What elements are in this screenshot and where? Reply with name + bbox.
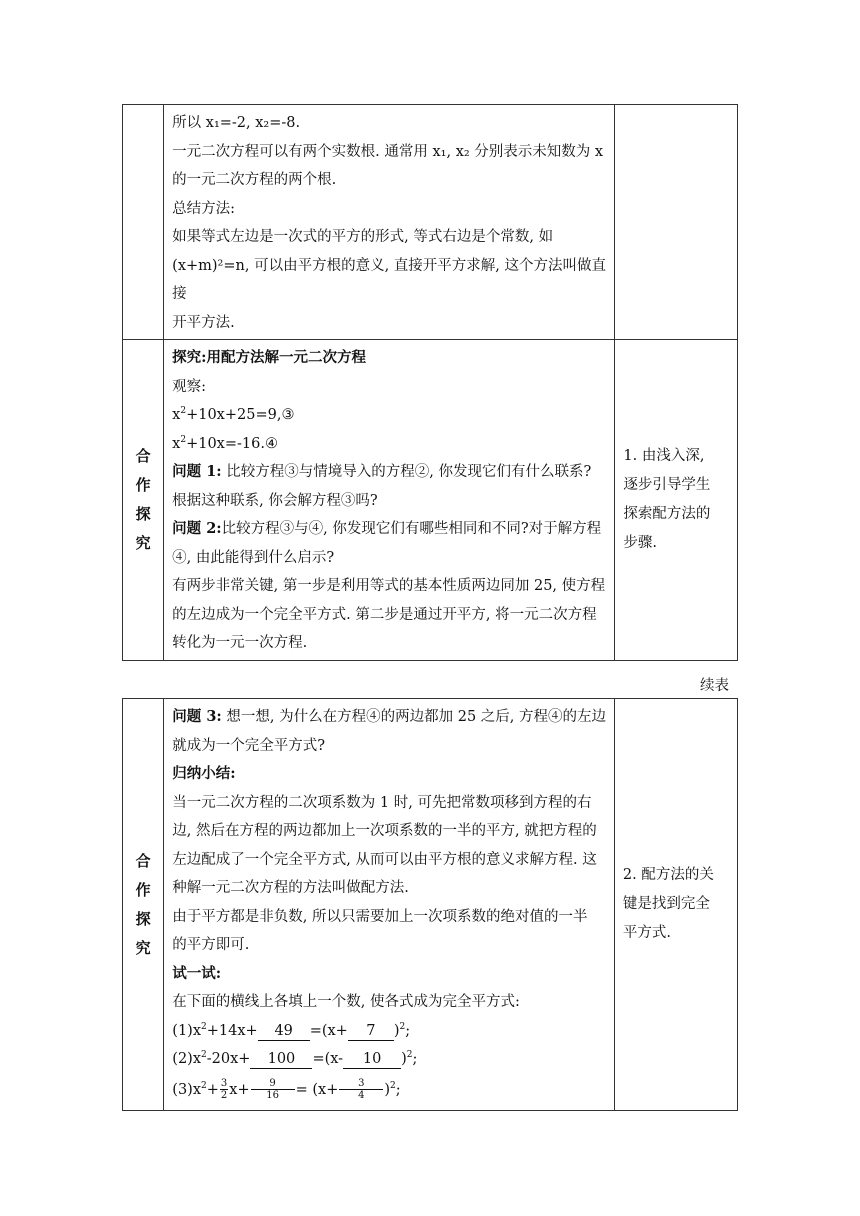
label-char: 究 xyxy=(135,533,151,552)
answer-fraction-blank: $\frac{3}{4}$ xyxy=(339,1078,383,1101)
answer-blank: 10 xyxy=(343,1051,401,1069)
summary-line: 左边配成了一个完全平方式, 从而可以由平方根的意义求解方程. 这 xyxy=(172,851,597,868)
answer-line: 转化为一元一次方程. xyxy=(172,635,308,651)
lesson-table-2 xyxy=(122,698,738,1111)
summary-line: 的平方即可. xyxy=(172,937,250,953)
text-line: 如果等式左边是一次式的平方的形式, 等式右边是个常数, 如 xyxy=(172,229,554,245)
summary-line: 种解一元二次方程的方法叫做配方法. xyxy=(172,880,409,896)
exercise-3: $(3)x^2+$ $\frac{3}{2}$ x+ $\frac{9}{16}$ = (x+ $\frac{3}{4}$ )$^2$; xyxy=(172,1078,401,1101)
summary-heading: 归纳小结: xyxy=(172,765,236,782)
answer-blank: 49 xyxy=(258,1023,310,1041)
question-3: 问题 3: 想一想, 为什么在方程④的两边都加 25 之后, 方程④的左边 xyxy=(172,708,607,725)
note-line: 2. 配方法的关 xyxy=(622,867,714,883)
exercise-1: $(1)x^2+14x+ 49 =(x+ 7$ )$^2$; xyxy=(172,1021,411,1039)
summary-line: 当一元二次方程的二次项系数为 1 时, 可先把常数项移到方程的右 xyxy=(172,794,592,811)
text-line: 的一元二次方程的两个根. xyxy=(172,172,337,188)
note-line: 键是找到完全 xyxy=(622,896,710,912)
text-line: 开平方法. xyxy=(172,314,235,331)
label-char: 探 xyxy=(135,909,151,928)
equation-4: $x^2+10x=-16.④$ xyxy=(172,434,278,452)
lesson-table-1 xyxy=(122,104,738,661)
question-1-line2: 根据这种联系, 你会解方程③吗? xyxy=(172,492,378,509)
answer-blank: 100 xyxy=(250,1051,312,1069)
continued-label: 续表 xyxy=(700,678,729,694)
text-line: (x+m)²=n, 可以由平方根的意义, 直接开平方求解, 这个方法叫做直接 xyxy=(172,257,607,302)
row1-note-cell xyxy=(615,105,738,340)
observe-label: 观察: xyxy=(172,378,207,395)
row1-label-cell xyxy=(123,105,164,340)
note-line: 步骤. xyxy=(623,534,658,551)
question-2: 问题 2:比较方程③与④, 你发现它们有哪些相同和不同?对于解方程 xyxy=(172,520,602,537)
try-heading: 试一试: xyxy=(172,964,222,982)
summary-line: 由于平方都是非负数, 所以只需要加上一次项系数的绝对值的一半 xyxy=(172,908,588,925)
label-char: 合 xyxy=(135,851,151,870)
note-line: 探索配方法的 xyxy=(623,505,711,522)
label-char: 探 xyxy=(135,504,151,523)
answer-line: 的左边成为一个完全平方式. 第二步是通过开平方, 将一元二次方程 xyxy=(172,606,597,623)
exercise-2: $(2)x^2-20x+ 100 =(x-$ 10 )$^2$; xyxy=(172,1050,418,1067)
note-line: 平方式. xyxy=(622,925,672,941)
note-line: 逐步引导学生 xyxy=(623,476,711,493)
text-line: 总结方法: xyxy=(172,200,236,217)
equation-3: $x^2+10x+25=9,③$ xyxy=(172,406,295,423)
label-char: 作 xyxy=(135,880,151,899)
answer-line: 有两步非常关键, 第一步是利用等式的基本性质两边同加 25, 使方程 xyxy=(172,578,606,594)
question-1: 问题 1: 比较方程③与情境导入的方程②, 你发现它们有什么联系? xyxy=(172,463,592,480)
teaching-note-1 xyxy=(615,340,738,661)
inquiry-heading: 探究:用配方法解一元二次方程 xyxy=(172,349,367,366)
row2-content-cell xyxy=(164,340,615,661)
row1-content-cell xyxy=(164,105,615,340)
label-char: 合 xyxy=(135,446,151,465)
fraction: $\frac{3}{2}$ xyxy=(220,1078,228,1101)
try-intro: 在下面的横线上各填上一个数, 使各式成为完全平方式: xyxy=(172,994,520,1010)
question-2-line2: ④, 由此能得到什么启示? xyxy=(172,549,335,566)
section-label-cooperative-inquiry xyxy=(123,340,164,661)
question-3-line2: 就成为一个完全平方式? xyxy=(172,737,326,754)
answer-blank: 7 xyxy=(348,1023,394,1041)
answer-fraction-blank: $\frac{9}{16}$ xyxy=(251,1078,295,1101)
content-cell xyxy=(164,699,615,1111)
section-label-cooperative-inquiry xyxy=(123,699,164,1111)
teaching-note-2 xyxy=(614,699,737,1111)
note-line: 1. 由浅入深, xyxy=(623,447,705,464)
text-line: 所以 x₁=-2, x₂=-8. xyxy=(172,115,301,131)
label-char: 作 xyxy=(135,475,151,494)
label-char: 究 xyxy=(135,938,151,957)
text-line: 一元二次方程可以有两个实数根. 通常用 x₁, x₂ 分别表示未知数为 x xyxy=(172,143,604,160)
summary-line: 边, 然后在方程的两边都加上一次项系数的一半的平方, 就把方程的 xyxy=(172,823,597,839)
